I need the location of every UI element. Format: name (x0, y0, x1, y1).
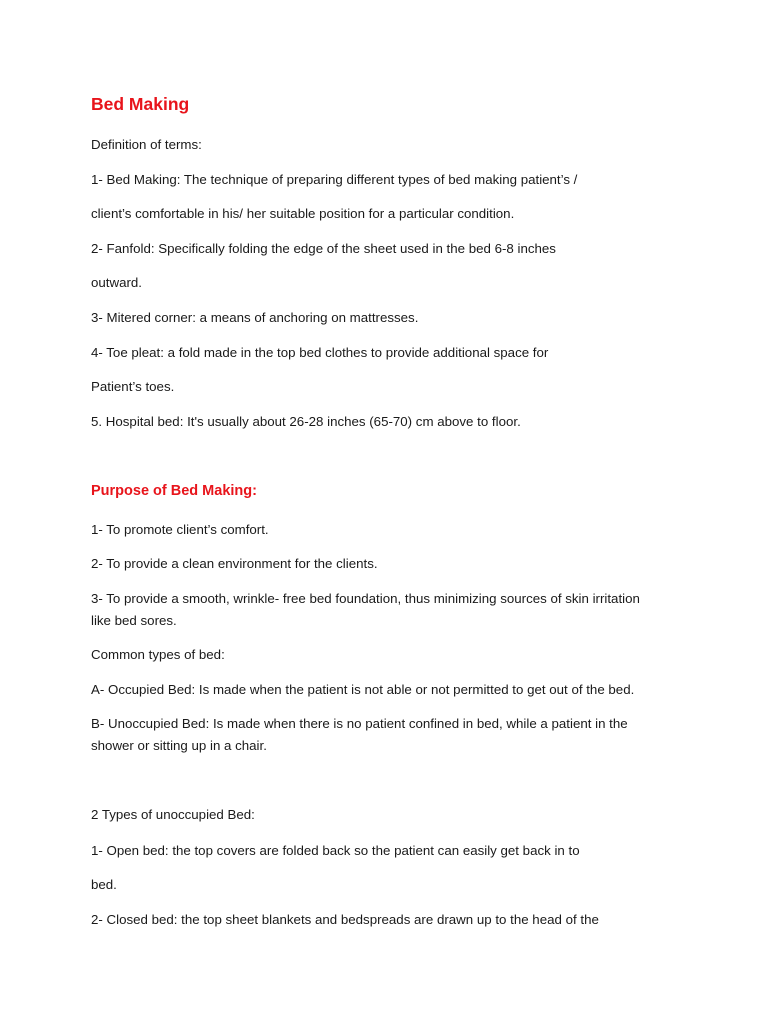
purpose-line: like bed sores. (91, 613, 177, 628)
purpose-line: 1- To promote client’s comfort. (91, 522, 269, 537)
purpose-line: 2- To provide a clean environment for the clients. (91, 556, 378, 571)
definition-line: 1- Bed Making: The technique of preparing different types of bed making patient’s / (91, 172, 578, 187)
types-line: shower or sitting up in a chair. (91, 738, 267, 753)
unoccupied-line: bed. (91, 877, 117, 892)
unoccupied-line: 1- Open bed: the top covers are folded back so the patient can easily get back in to (91, 843, 580, 858)
types-heading: Common types of bed: (91, 647, 225, 662)
definition-line: 5. Hospital bed: It's usually about 26-28 inches (65-70) cm above to floor. (91, 414, 521, 429)
definition-line: outward. (91, 275, 142, 290)
purpose-line: 3- To provide a smooth, wrinkle- free bed foundation, thus minimizing sources of skin irritation (91, 591, 640, 606)
definition-line: client’s comfortable in his/ her suitable position for a particular condition. (91, 206, 515, 221)
unoccupied-line: 2- Closed bed: the top sheet blankets and bedspreads are drawn up to the head of the (91, 912, 599, 927)
definition-heading: Definition of terms: (91, 137, 202, 152)
definition-line: 4- Toe pleat: a fold made in the top bed clothes to provide additional space for (91, 345, 549, 360)
types-line: A- Occupied Bed: Is made when the patient is not able or not permitted to get out of the bed. (91, 682, 635, 697)
unoccupied-heading: 2 Types of unoccupied Bed: (91, 807, 255, 822)
types-line: B- Unoccupied Bed: Is made when there is no patient confined in bed, while a patient in the (91, 716, 628, 731)
purpose-heading: Purpose of Bed Making: (91, 483, 257, 499)
document-title: Bed Making (91, 94, 190, 114)
definition-line: Patient’s toes. (91, 379, 175, 394)
definition-line: 3- Mitered corner: a means of anchoring on mattresses. (91, 310, 419, 325)
definition-line: 2- Fanfold: Specifically folding the edge of the sheet used in the bed 6-8 inches (91, 241, 556, 256)
